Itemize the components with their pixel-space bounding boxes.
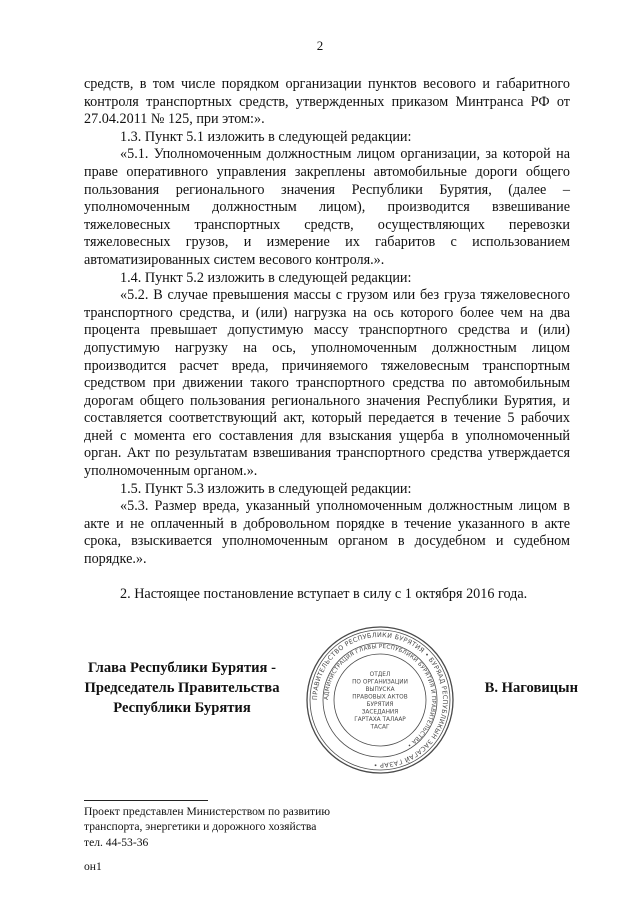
seal-center-line: ГАРТАХА ТАЛААР (354, 717, 406, 723)
seal-center-text (352, 672, 408, 731)
signatory-name: В. Наговицын (484, 680, 578, 696)
seal-center-line: ВЫПУСКА (365, 687, 395, 693)
seal-center-line: ТАСАГ (370, 724, 390, 731)
paragraph: средств, в том числе порядком организации пунктов весового и габаритного контроля транспортных средств, утвержденных приказом Минтранса РФ от 27.04.2011 № 125, при этом:». (84, 76, 570, 128)
footnote-line: Проект представлен Министерством по развитию (84, 805, 330, 818)
official-seal-stamp (304, 624, 456, 776)
page-number: 2 (316, 38, 324, 53)
signatory-position-line: Республики Бурятия (113, 700, 251, 716)
seal-inner-text: АДМИНИСТРАЦИЯ ГЛАВЫ РЕСПУБЛИКИ БУРЯТИЯ И ПРАВИТЕЛЬСТВА • (323, 643, 437, 748)
signatory-position-line: Председатель Правительства (84, 680, 280, 696)
paragraph: 1.4. Пункт 5.2 изложить в следующей редакции: (120, 269, 412, 286)
document-body (84, 76, 570, 603)
seal-center-line: ОТДЕЛ (369, 672, 391, 678)
signatory-position-line: Глава Республики Бурятия - (88, 660, 276, 676)
footnote-divider (84, 800, 208, 801)
footnote (84, 804, 404, 850)
signatory-position (84, 658, 280, 718)
footnote-line: транспорта, энергетики и дорожного хозяйства (84, 820, 317, 834)
paragraph: «5.3. Размер вреда, указанный уполномоченным должностным лицом в акте и не оплаченный в добровольном порядке в течение указанного в акте срока, взыскивается уполномоченным органом в досудебном и судебном порядке.». (84, 498, 570, 568)
seal-center-line: БУРЯТИЯ (366, 702, 394, 708)
document-code: он1 (84, 860, 102, 873)
paragraph: «5.1. Уполномоченным должностным лицом организации, за которой на праве оперативного управления закреплены автомобильные дороги общего пользования регионального значения Республики Бурятия, (далее – уполномоченным должностным лицом), производится взвешивание тяжеловесных транспортных средств, осуществляющих перевозки тяжеловесных грузов, и измерение их габаритов с использованием автоматизированных систем весового контроля.». (84, 146, 570, 268)
seal-outer-text: ПРАВИТЕЛЬСТВО РЕСПУБЛИКИ БУРЯТИЯ • БУРЯАД РЕСПУБЛИКЫН ЗАСАГАЙ ГАЗАР • (310, 630, 450, 770)
paragraph: 1.5. Пункт 5.3 изложить в следующей редакции: (120, 480, 412, 497)
seal-center-line: ПРАВОВЫХ АКТОВ (352, 694, 408, 701)
paragraph: 2. Настоящее постановление вступает в силу с 1 октября 2016 года. (120, 585, 528, 602)
paragraph: 1.3. Пункт 5.1 изложить в следующей редакции: (120, 128, 412, 145)
footnote-line: тел. 44-53-36 (84, 835, 149, 849)
paragraph: «5.2. В случае превышения массы с грузом или без груза тяжеловесного транспортного средства, и (или) нагрузка на ось которого более чем на два процента превышает допустимую массу транспортного средства и (или) допустимую нагрузку на ось, уполномоченным должностным лицом производится расчет вреда, причиняемого тяжеловесным транспортным средством при движении такого транспортного средства по автомобильным дорогам общего пользования регионального значения Республики Бурятия, и составляется соответствующий акт, который передается в течение 5 рабочих дней с момента его составления для взыскания ущерба в уполномоченный орган. Акт по результатам взвешивания транспортного средства утверждается уполномоченным органом.». (84, 287, 570, 480)
seal-center-line: ЗАСЕДАНИЯ (361, 709, 399, 716)
seal-center-line: ПО ОРГАНИЗАЦИИ (352, 679, 408, 686)
